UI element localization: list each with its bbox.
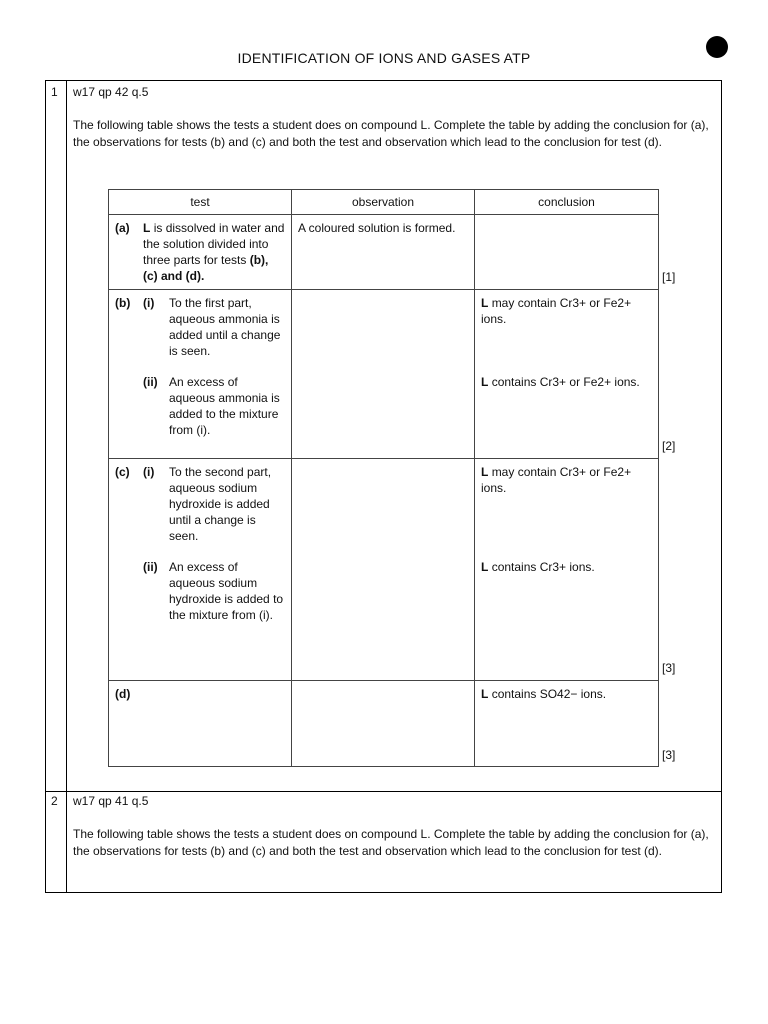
answer-cell[interactable] <box>475 215 659 290</box>
part-label: (d) <box>115 687 131 701</box>
table-row-c <box>109 459 659 681</box>
compound-label: L <box>481 687 489 701</box>
test-parts: (b), (c) and (d). <box>143 253 269 283</box>
tests-table <box>108 189 656 768</box>
compound-label: L <box>481 465 489 479</box>
compound-label: L <box>143 221 151 235</box>
marks-label: [3] <box>662 748 676 762</box>
answer-cell[interactable] <box>292 459 475 681</box>
answer-cell[interactable] <box>292 681 475 767</box>
observation-text: A coloured solution is formed. <box>298 221 456 235</box>
question-divider <box>46 791 721 792</box>
question-number: 2 <box>51 794 58 808</box>
compound-label: L <box>481 375 489 389</box>
column-header-conclusion: conclusion <box>475 190 659 215</box>
compound-label: L <box>481 296 489 310</box>
part-label: (a) <box>115 221 130 235</box>
subpart-label: (ii) <box>143 375 158 389</box>
number-column-divider <box>66 81 67 892</box>
question-number: 1 <box>51 85 58 99</box>
subpart-label: (ii) <box>143 560 158 574</box>
question-reference: w17 qp 42 q.5 <box>73 85 149 99</box>
marks-label: [2] <box>662 439 676 453</box>
table-row-d <box>109 681 659 767</box>
conclusion-text: may contain Cr3+ or Fe2+ ions. <box>481 296 632 326</box>
table-row-a <box>109 215 659 290</box>
subpart-label: (i) <box>143 465 155 479</box>
column-header-observation: observation <box>292 190 475 215</box>
page-title: IDENTIFICATION OF IONS AND GASES ATP <box>237 50 531 66</box>
part-label: (b) <box>115 296 131 310</box>
question-text: The following table shows the tests a student does on compound L. Complete the table by adding the conclusion for (a), the observations for tests (b) and (c) and both the test and observation which lead to the conclusion for test (d). <box>73 827 709 858</box>
bullet-dot-icon <box>706 36 728 58</box>
test-description: is dissolved in water and the solution divided into three parts for tests <box>143 221 285 267</box>
question-reference: w17 qp 41 q.5 <box>73 794 149 808</box>
marks-label: [1] <box>662 270 676 284</box>
conclusion-text: may contain Cr3+ or Fe2+ ions. <box>481 465 632 495</box>
conclusion-text: contains SO42− ions. <box>491 687 607 701</box>
column-header-test: test <box>109 190 292 215</box>
conclusion-text: contains Cr3+ ions. <box>491 560 595 574</box>
compound-label: L <box>481 560 489 574</box>
table-row-b <box>109 290 659 459</box>
answer-cell[interactable] <box>292 290 475 459</box>
test-description: To the second part, aqueous sodium hydroxide is added until a change is seen. <box>169 465 272 543</box>
test-description: To the first part, aqueous ammonia is added until a change is seen. <box>169 296 281 358</box>
subpart-label: (i) <box>143 296 155 310</box>
test-description: An excess of aqueous sodium hydroxide is added to the mixture from (i). <box>169 560 284 622</box>
test-description: An excess of aqueous ammonia is added to the mixture from (i). <box>169 375 280 437</box>
part-label: (c) <box>115 465 130 479</box>
question-text: The following table shows the tests a student does on compound L. Complete the table by adding the conclusion for (a), the observations for tests (b) and (c) and both the test and observation which lead to the conclusion for test (d). <box>73 118 709 149</box>
conclusion-text: contains Cr3+ or Fe2+ ions. <box>491 375 640 389</box>
marks-label: [3] <box>662 661 676 675</box>
